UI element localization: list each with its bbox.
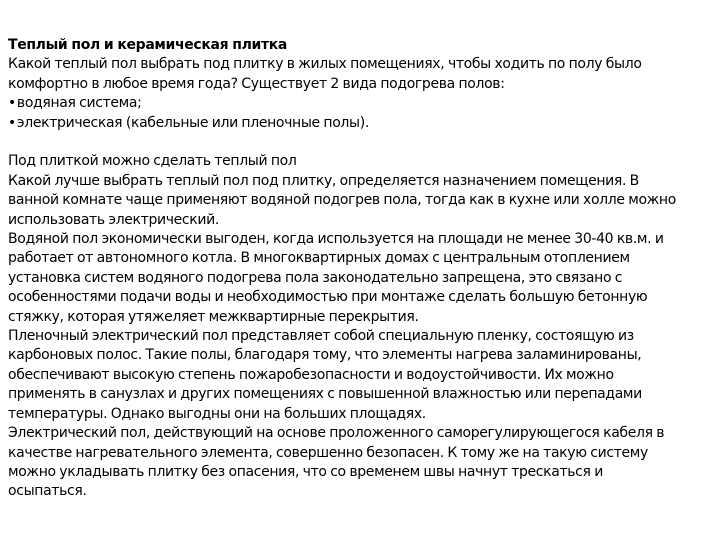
subheading: Под плиткой можно сделать теплый пол [8,153,297,170]
body-line: установка систем водяного подогрева пола законодательно запрещена, это связано с [8,269,623,286]
body-line: температуры. Однако выгодны они на больших площадях. [8,405,426,422]
paragraph-gap [8,133,708,152]
intro-line: комфортно в любое время года? Существует 2 вида подогрева полов: [8,75,505,92]
bullet-item [8,94,708,113]
body-line: ванной комнате чаще применяют водяной подогрев пола, тогда как в кухне или холле можно [8,192,676,209]
body-line: работает от автономного котла. В многоквартирных домах с центральным отоплением [8,250,630,267]
document-title: Теплый пол и керамическая плитка [8,37,287,53]
body-line: стяжку, которая утяжеляет межквартирные перекрытия. [8,308,419,325]
bullet-marker: • [8,114,16,131]
body-line: можно укладывать плитку без опасения, что со временем швы начнут трескаться и [8,463,603,480]
body-line: качестве нагревательного элемента, совершенно безопасен. К тому же на такую систему [8,444,648,461]
body-line: Электрический пол, действующий на основе проложенного саморегулирующегося кабеля в [8,425,665,442]
body-line: особенностями подачи воды и необходимостью при монтаже сделать большую бетонную [8,289,648,306]
body-line: карбоновых полос. Такие полы, благодаря тому, что элементы нагрева заламинированы, [8,347,642,364]
bullet-text: водяная система; [16,95,142,112]
body-line: осыпаться. [8,483,87,500]
intro-line: Какой теплый пол выбрать под плитку в жилых помещениях, чтобы ходить по полу было [8,56,642,73]
body-line: Водяной пол экономически выгоден, когда используется на площади не менее 30-40 кв.м. и [8,231,664,248]
bullet-item [8,114,708,133]
bullet-marker: • [8,95,16,112]
body-line: применять в санузлах и других помещениях с повышенной влажностью или перепадами [8,386,642,403]
bullet-text: электрическая (кабельные или пленочные полы). [16,114,369,131]
body-line: Какой лучше выбрать теплый пол под плитку, определяется назначением помещения. В [8,172,639,189]
document-body [8,36,708,502]
body-line: обеспечивают высокую степень пожаробезопасности и водоустойчивости. Их можно [8,366,614,383]
body-line: Пленочный электрический пол представляет собой специальную пленку, состоящую из [8,328,634,345]
body-line: использовать электрический. [8,211,219,228]
